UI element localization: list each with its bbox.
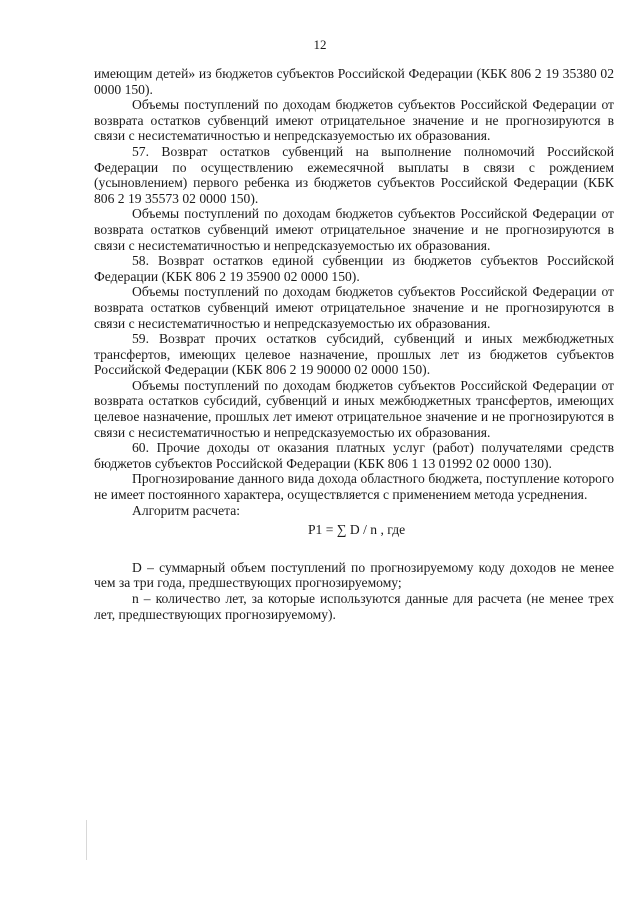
paragraph-algorithm-heading: Алгоритм расчета: bbox=[132, 502, 241, 518]
paragraph-continuation: имеющим детей» из бюджетов субъектов Российской Федерации (КБК 806 2 19 35380 02 0000 150). bbox=[94, 66, 614, 97]
paragraph: Прогнозирование данного вида дохода областного бюджета, поступление которого не имеет постоянного характера, осуществляется с применением метода усреднения. bbox=[94, 471, 614, 503]
document-body bbox=[94, 66, 614, 622]
paragraph-item-60: 60. Прочие доходы от оказания платных услуг (работ) получателями средств бюджетов субъектов Российской Федерации (КБК 806 1 13 01992 02 0000 130). bbox=[94, 440, 614, 471]
paragraph-item-57: 57. Возврат остатков субвенций на выполнение полномочий Российской Федерации по осуществлению ежемесячной выплаты в связи с рождением (усыновлением) первого ребенка из бюджетов субъектов Российской Федерации (КБК 806 2 19 35573 02 0000 150). bbox=[94, 143, 614, 206]
paragraph: Объемы поступлений по доходам бюджетов субъектов Российской Федерации от возврата остатков субвенций имеют отрицательное значение и не прогнозируются в связи с несистематичностью и непредсказуемостью их образования. bbox=[94, 284, 614, 331]
definition-n: n – количество лет, за которые используются данные для расчета (не менее трех лет, предшествующих прогнозируемому). bbox=[94, 591, 614, 622]
paragraph: Объемы поступлений по доходам бюджетов субъектов Российской Федерации от возврата остатков субвенций имеют отрицательное значение и не прогнозируются в связи с несистематичностью и непредсказуемостью их образования. bbox=[94, 206, 614, 253]
paragraph-item-59: 59. Возврат прочих остатков субсидий, субвенций и иных межбюджетных трансфертов, имеющих целевое назначение, прошлых лет из бюджетов субъектов Российской Федерации (КБК 806 2 19 90000 02 0000 150). bbox=[94, 331, 614, 378]
formula: Р1 = ∑ D / n , где bbox=[308, 522, 406, 538]
paragraph: Объемы поступлений по доходам бюджетов субъектов Российской Федерации от возврата остатков субсидий, субвенций и иных межбюджетных трансфертов, имеющих целевое назначение, прошлых лет имеют отрицательное значение и не прогнозируются в связи с несистематичностью и непредсказуемостью их образования. bbox=[94, 377, 614, 440]
paragraph: Объемы поступлений по доходам бюджетов субъектов Российской Федерации от возврата остатков субвенций имеют отрицательное значение и не прогнозируются в связи с несистематичностью и непредсказуемостью их образования. bbox=[94, 97, 614, 144]
paragraph-item-58: 58. Возврат остатков единой субвенции из бюджетов субъектов Российской Федерации (КБК 806 2 19 35900 02 0000 150). bbox=[94, 253, 614, 284]
scan-artifact-line bbox=[86, 820, 87, 860]
page-number: 12 bbox=[313, 37, 327, 52]
definition-d: D – суммарный объем поступлений по прогнозируемому коду доходов не менее чем за три года, предшествующих прогнозируемому; bbox=[94, 559, 614, 591]
